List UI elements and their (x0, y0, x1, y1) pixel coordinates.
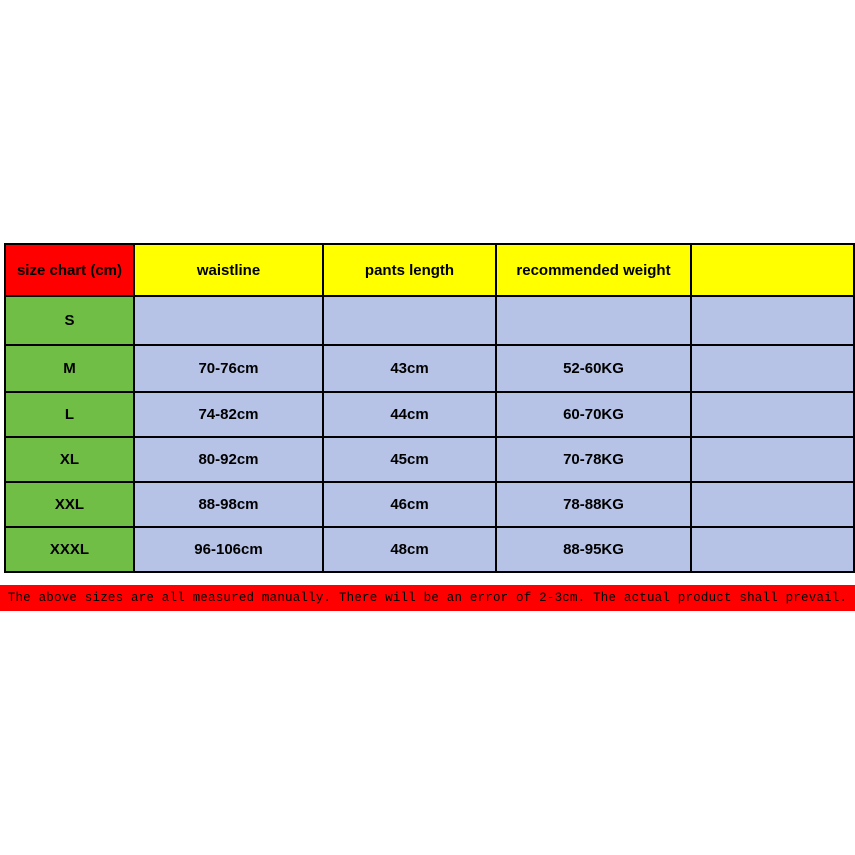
pants-length-cell: 45cm (323, 437, 496, 482)
footnote-text: The above sizes are all measured manually. There will be an error of 2-3cm. The actual product shall prevail. (7, 591, 848, 605)
size-cell: M (5, 345, 134, 392)
waistline-cell: 70-76cm (134, 345, 323, 392)
header-cell-empty (691, 244, 854, 296)
extra-cell (691, 345, 854, 392)
footnote-bar (0, 585, 855, 611)
extra-cell (691, 482, 854, 527)
weight-cell: 78-88KG (496, 482, 691, 527)
header-row (5, 244, 854, 296)
weight-cell: 52-60KG (496, 345, 691, 392)
size-chart-table (4, 243, 855, 573)
weight-cell: 60-70KG (496, 392, 691, 437)
extra-cell (691, 296, 854, 345)
pants-length-cell: 46cm (323, 482, 496, 527)
extra-cell (691, 392, 854, 437)
header-cell-waistline: waistline (134, 244, 323, 296)
header-cell-size-chart: size chart (cm) (5, 244, 134, 296)
header-cell-pants-length: pants length (323, 244, 496, 296)
pants-length-cell: 48cm (323, 527, 496, 572)
table-row-xl (5, 437, 854, 482)
table-row-m (5, 345, 854, 392)
waistline-cell: 74-82cm (134, 392, 323, 437)
table-row-l (5, 392, 854, 437)
weight-cell: 88-95KG (496, 527, 691, 572)
pants-length-cell (323, 296, 496, 345)
size-cell: XXL (5, 482, 134, 527)
waistline-cell: 96-106cm (134, 527, 323, 572)
table-row-xxxl (5, 527, 854, 572)
size-cell: L (5, 392, 134, 437)
extra-cell (691, 437, 854, 482)
weight-cell: 70-78KG (496, 437, 691, 482)
table-row-s (5, 296, 854, 345)
weight-cell (496, 296, 691, 345)
pants-length-cell: 43cm (323, 345, 496, 392)
header-cell-recommended-weight: recommended weight (496, 244, 691, 296)
size-cell: XL (5, 437, 134, 482)
extra-cell (691, 527, 854, 572)
waistline-cell (134, 296, 323, 345)
waistline-cell: 80-92cm (134, 437, 323, 482)
size-cell: XXXL (5, 527, 134, 572)
table-row-xxl (5, 482, 854, 527)
pants-length-cell: 44cm (323, 392, 496, 437)
waistline-cell: 88-98cm (134, 482, 323, 527)
size-cell: S (5, 296, 134, 345)
